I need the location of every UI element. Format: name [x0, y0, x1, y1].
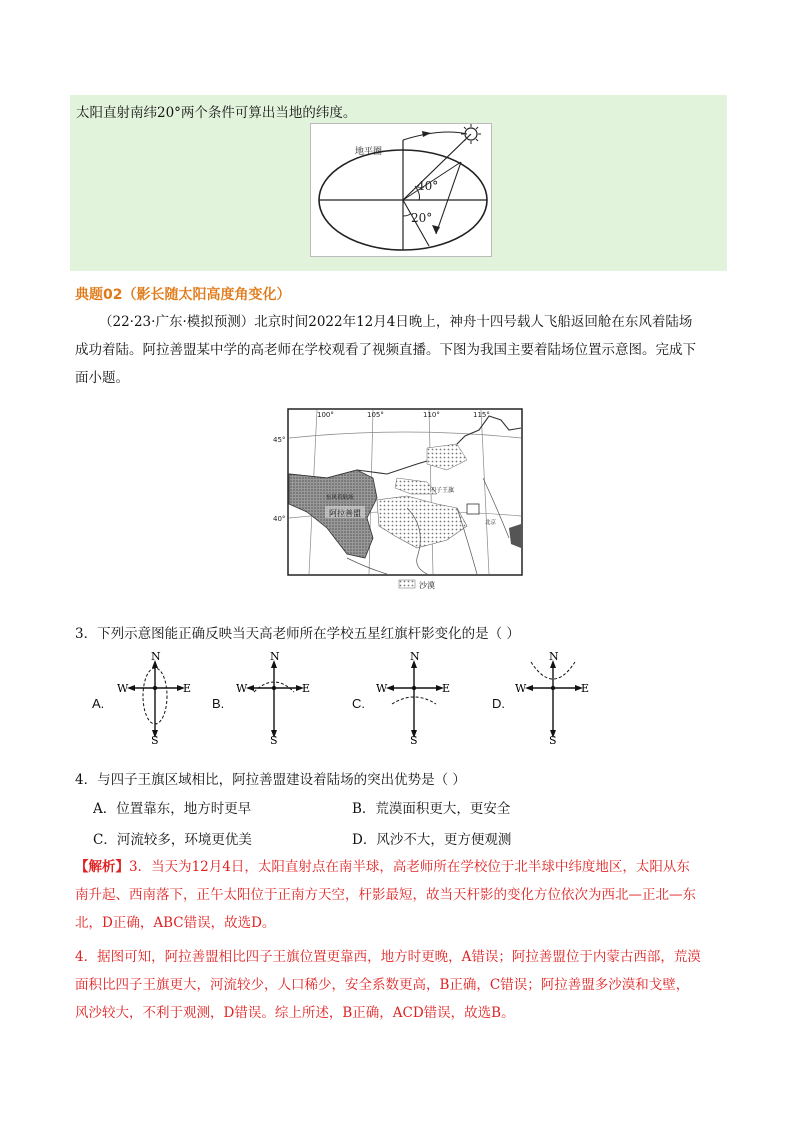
angle-40-label: 40° [417, 179, 439, 193]
analysis-3-line-1: 【解析】3．当天为12月4日，太阳直射点在南半球，高老师所在学校位于北半球中纬度地区，太阳从东 [75, 859, 690, 875]
option-c-letter: C. [352, 696, 365, 711]
lon-105: 105° [367, 411, 384, 419]
svg-text:N: N [151, 650, 161, 663]
svg-text:N: N [410, 650, 420, 663]
place-siziwang: 四子王旗 [430, 487, 455, 494]
analysis-4-line-2: 面积比四子王旗更大，河流较少，人口稀少，安全系数更高，B正确，C错误；阿拉善盟多沙漠和戈壁， [75, 977, 690, 993]
lat-40: 40° [273, 515, 286, 523]
question-4-stem: 4．与四子王旗区域相比，阿拉善盟建设着陆场的突出优势是（ ） [75, 772, 466, 788]
q4-option-a[interactable]: A．位置靠东，地方时更早 [93, 801, 252, 817]
sun-angle-diagram [311, 124, 491, 256]
question-3-stem: 3．下列示意图能正确反映当天高老师所在学校五星红旗杆影变化的是（ ） [75, 626, 520, 642]
svg-text:S: S [410, 734, 418, 747]
q4-option-d[interactable]: D．风沙不大，更方便观测 [352, 832, 512, 848]
lon-115: 115° [473, 411, 490, 419]
place-dongfeng: 东风着陆场 [326, 495, 354, 501]
section-title: 典题02（影长随太阳高度角变化） [75, 287, 291, 303]
svg-text:W: W [236, 682, 248, 695]
svg-text:E: E [442, 682, 451, 695]
intro-line-2: 成功着陆。阿拉善盟某中学的高老师在学校观看了视频直播。下图为我国主要着陆场位置示意图。完成下 [75, 342, 696, 358]
box-text: 太阳直射南纬20°两个条件可算出当地的纬度。 [76, 105, 357, 121]
analysis-4-line-1: 4．据图可知，阿拉善盟相比四子王旗位置更靠西，地方时更晚，A错误；阿拉善盟位于内蒙古西部，荒漠 [75, 949, 701, 965]
svg-text:W: W [515, 682, 527, 695]
map-svg [273, 408, 523, 590]
svg-text:S: S [270, 734, 278, 747]
lat-45: 45° [273, 436, 286, 444]
highlight-box [70, 95, 727, 271]
analysis-3-line-2: 南升起、西南落下，正午太阳位于正南方天空，杆影最短，故当天杆影的变化方位依次为西北—正北—东 [75, 887, 696, 903]
place-beijing: 北京 [485, 520, 497, 526]
analysis-tag: 【解析】 [75, 859, 129, 875]
intro-line-1: （22·23·广东·模拟预测）北京时间2022年12月4日晚上，神舟十四号载人飞船返回舱在东风着陆场 [99, 314, 693, 330]
option-d-letter: D. [492, 696, 505, 711]
q4-option-b[interactable]: B．荒漠面积更大，更安全 [352, 801, 511, 817]
svg-text:S: S [151, 734, 159, 747]
horizon-label: 地平圈 [355, 147, 383, 157]
svg-text:W: W [117, 682, 129, 695]
legend-swatch [399, 580, 415, 588]
legend-desert: 沙漠 [419, 581, 435, 590]
lon-110: 110° [423, 411, 440, 419]
svg-text:S: S [549, 734, 557, 747]
option-a-letter: A. [92, 696, 105, 711]
svg-text:N: N [549, 650, 559, 663]
option-a-diagram[interactable] [117, 650, 192, 747]
option-c-diagram[interactable] [376, 650, 451, 747]
angle-20-label: 20° [411, 211, 433, 225]
analysis-4-line-3: 风沙较大，不利于观测，D错误。综上所述，B正确，ACD错误，故选B。 [75, 1005, 515, 1021]
place-alashan: 阿拉善盟 [329, 509, 361, 518]
svg-text:W: W [376, 682, 388, 695]
svg-text:E: E [302, 682, 311, 695]
q4-option-c[interactable]: C．河流较多，环境更优美 [93, 832, 252, 848]
sun-angle-figure [310, 123, 492, 257]
analysis-3-line-3: 北，D正确，ABC错误，故选D。 [75, 915, 276, 931]
svg-text:E: E [183, 682, 192, 695]
landing-site-map [273, 408, 523, 590]
intro-line-3: 面小题。 [75, 370, 129, 386]
svg-text:E: E [581, 682, 590, 695]
svg-text:N: N [270, 650, 280, 663]
option-b-letter: B. [212, 696, 225, 711]
option-d-diagram[interactable] [515, 650, 590, 747]
lon-100: 100° [317, 411, 334, 419]
option-b-diagram[interactable] [236, 650, 311, 747]
